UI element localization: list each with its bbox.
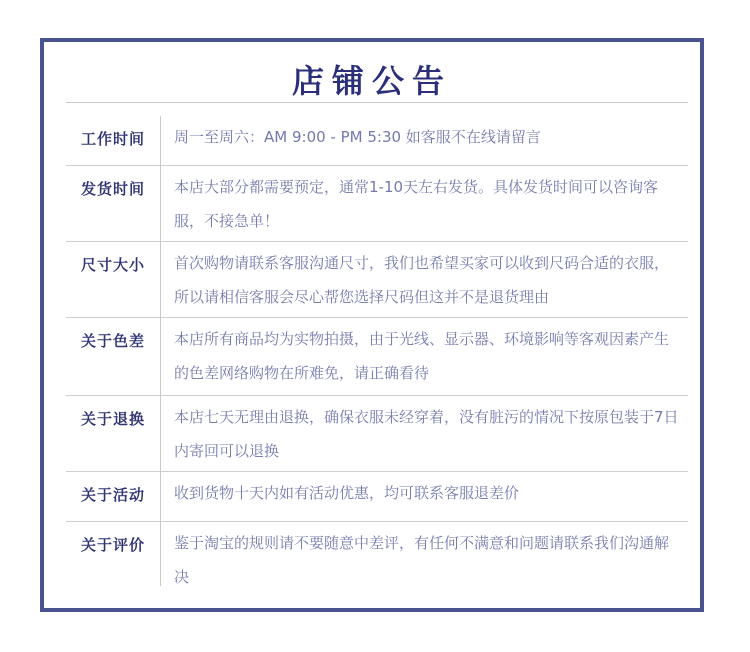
row-text: 首次购物请联系客服沟通尺寸，我们也希望买家可以收到尺码合适的衣服，所以请相信客服会尽心帮您选择尺码但这并不是退货理由 bbox=[174, 254, 670, 306]
notice-title: 店铺公告 bbox=[291, 62, 452, 100]
row-text: 本店七天无理由退换，确保衣服未经穿着，没有脏污的情况下按原包装于7日内寄回可以退换 bbox=[174, 408, 679, 460]
row-text: 周一至周六：AM 9:00 - PM 5:30 如客服不在线请留言 bbox=[174, 128, 541, 146]
row-label: 关于色差 bbox=[80, 332, 145, 350]
row-text: 本店大部分都需要预定，通常1-10天左右发货。具体发货时间可以咨询客服，不接急单！ bbox=[174, 178, 659, 230]
notice-row-shipping bbox=[66, 166, 688, 242]
notice-table bbox=[66, 116, 688, 594]
notice-row-returns bbox=[66, 396, 688, 472]
row-text: 本店所有商品均为实物拍摄，由于光线、显示器、环境影响等客观因素产生的色差网络购物在所难免，请正确看待 bbox=[174, 330, 670, 382]
notice-row-size bbox=[66, 242, 688, 318]
notice-panel bbox=[40, 38, 704, 612]
row-label: 尺寸大小 bbox=[80, 256, 145, 274]
row-label: 工作时间 bbox=[80, 130, 145, 148]
row-label: 关于退换 bbox=[80, 410, 145, 428]
notice-row-promotions bbox=[66, 472, 688, 522]
notice-row-reviews bbox=[66, 522, 688, 594]
notice-row-work-hours bbox=[66, 116, 688, 166]
row-text: 鉴于淘宝的规则请不要随意中差评，有任何不满意和问题请联系我们沟通解决 bbox=[174, 534, 670, 586]
row-label: 发货时间 bbox=[80, 180, 145, 198]
row-label: 关于评价 bbox=[80, 536, 145, 554]
title-divider bbox=[66, 102, 688, 103]
row-text: 收到货物十天内如有活动优惠，均可联系客服退差价 bbox=[174, 484, 520, 502]
notice-row-color bbox=[66, 318, 688, 396]
row-label: 关于活动 bbox=[80, 486, 145, 504]
